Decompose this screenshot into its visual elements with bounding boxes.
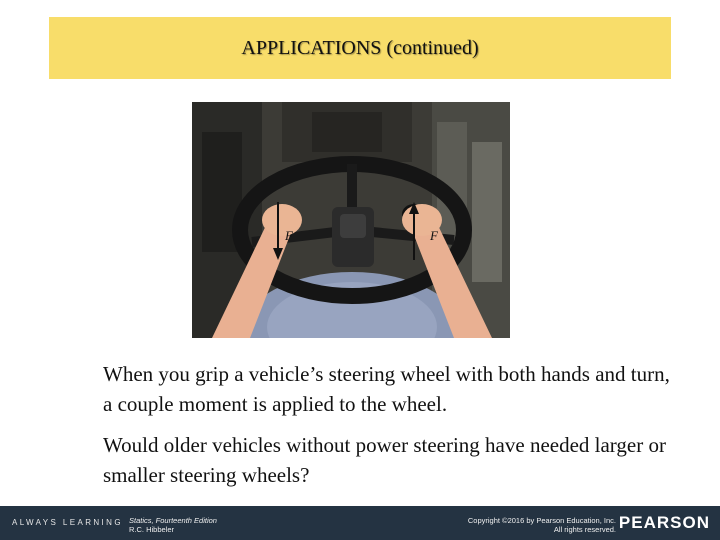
- copyright-notice: [468, 516, 616, 534]
- footer-bar: [0, 506, 720, 540]
- book-author: R.C. Hibbeler: [129, 525, 175, 534]
- paragraph-question: Would older vehicles without power steering have needed larger or smaller steering wheels?: [103, 433, 666, 487]
- book-info: [129, 516, 217, 534]
- always-learning-tagline: ALWAYS LEARNING: [12, 518, 123, 527]
- pearson-logo: PEARSON: [618, 513, 710, 532]
- paragraph-couple-moment: When you grip a vehicle’s steering wheel with both hands and turn, a couple moment is applied to the wheel.: [103, 362, 670, 416]
- left-force-label: F: [285, 228, 293, 243]
- title-bar: [49, 17, 671, 79]
- slide-title: APPLICATIONS (continued): [241, 37, 479, 59]
- right-force-label: F: [430, 228, 438, 243]
- steering-wheel-illustration: [192, 102, 510, 338]
- steering-wheel-photo: [192, 102, 510, 338]
- book-title: Statics, Fourteenth Edition: [129, 516, 217, 525]
- copyright-line-1: Copyright ©2016 by Pearson Education, Inc.: [467, 516, 616, 525]
- copyright-line-2: All rights reserved.: [553, 525, 616, 534]
